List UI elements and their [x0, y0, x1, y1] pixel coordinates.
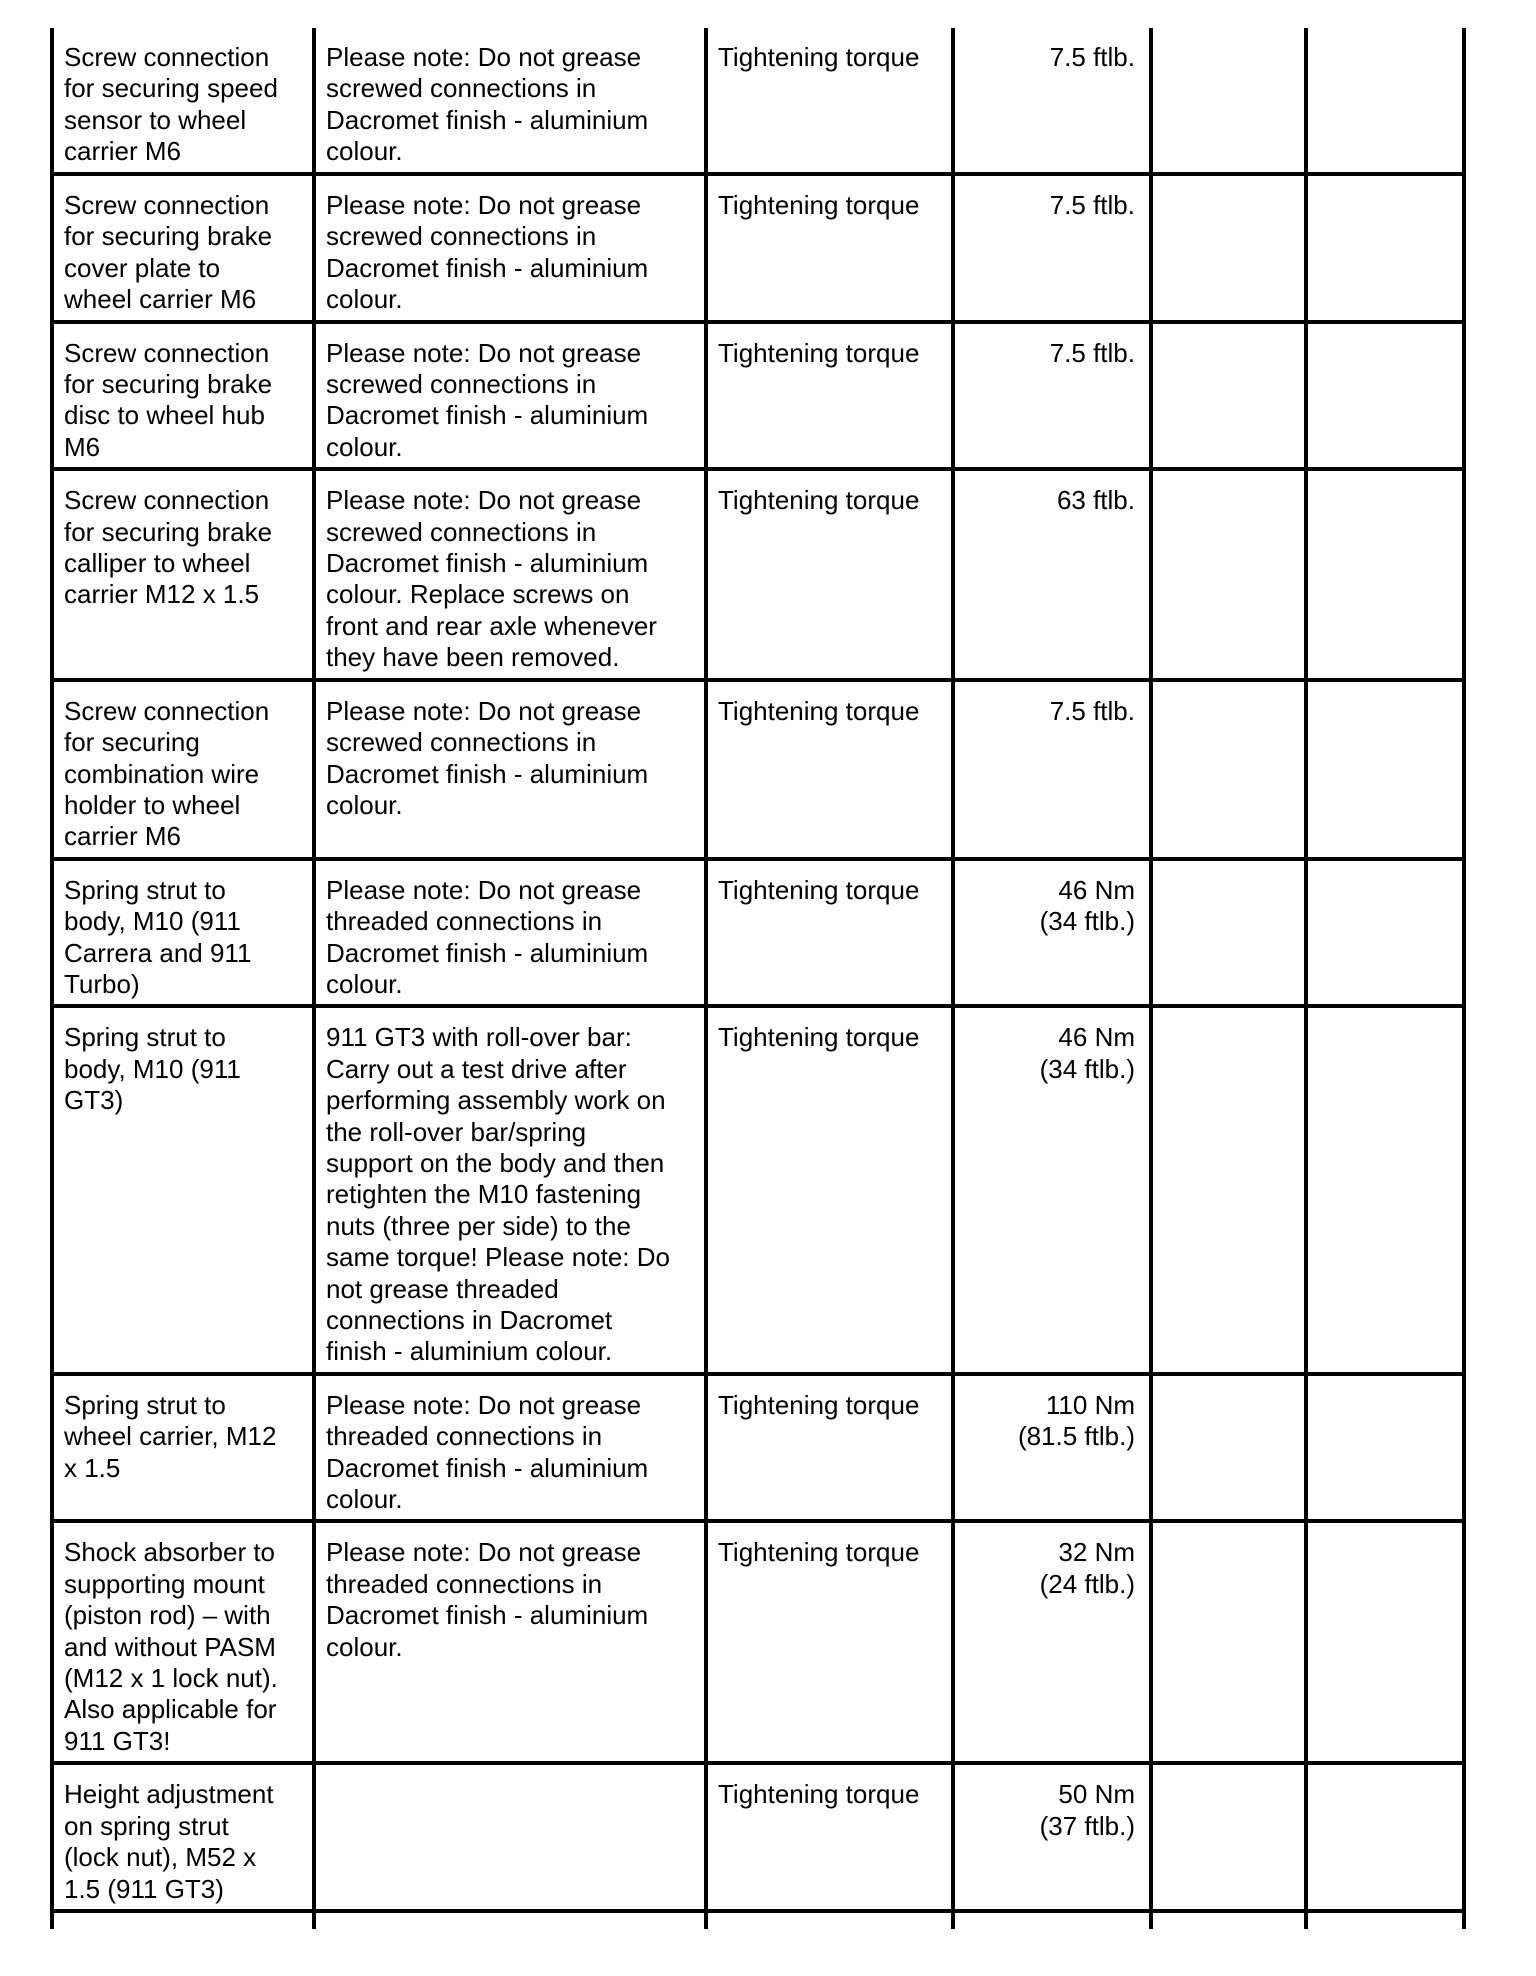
empty-cell [1306, 28, 1464, 174]
empty-cell [953, 1911, 1151, 1929]
table-row [52, 1521, 1464, 1763]
empty-cell [314, 1911, 706, 1929]
note-cell: Please note: Do not grease screwed connections in Dacromet finish - aluminium colour. [314, 680, 706, 859]
empty-cell [1151, 174, 1306, 322]
value-cell: 32 Nm (24 ftlb.) [953, 1521, 1151, 1763]
empty-cell [1151, 1911, 1306, 1929]
component-cell: Screw connection for securing speed sensor to wheel carrier M6 [52, 28, 314, 174]
table-row [52, 1374, 1464, 1522]
note-cell: Please note: Do not grease threaded connections in Dacromet finish - aluminium colour. [314, 1374, 706, 1522]
torque-specification-table [50, 28, 1466, 1929]
note-cell [314, 1763, 706, 1911]
empty-cell [1306, 1763, 1464, 1911]
value-cell: 46 Nm (34 ftlb.) [953, 1006, 1151, 1373]
note-cell: Please note: Do not grease screwed connections in Dacromet finish - aluminium colour. Replace screws on front and rear axle whenever they have been removed. [314, 469, 706, 679]
empty-cell [1306, 1374, 1464, 1522]
empty-cell [1151, 469, 1306, 679]
empty-cell [1306, 680, 1464, 859]
empty-cell [1151, 680, 1306, 859]
value-cell: 7.5 ftlb. [953, 28, 1151, 174]
table-row [52, 28, 1464, 174]
value-cell: 7.5 ftlb. [953, 322, 1151, 470]
value-cell: 110 Nm (81.5 ftlb.) [953, 1374, 1151, 1522]
empty-cell [1151, 1006, 1306, 1373]
component-cell: Spring strut to body, M10 (911 Carrera and 911 Turbo) [52, 859, 314, 1007]
type-cell: Tightening torque [706, 28, 953, 174]
empty-cell [1151, 1763, 1306, 1911]
table-body [52, 28, 1464, 1929]
empty-cell [1306, 1911, 1464, 1929]
table-row [52, 1763, 1464, 1911]
type-cell: Tightening torque [706, 1521, 953, 1763]
table-row [52, 322, 1464, 470]
value-cell: 46 Nm (34 ftlb.) [953, 859, 1151, 1007]
type-cell: Tightening torque [706, 1006, 953, 1373]
value-cell: 7.5 ftlb. [953, 174, 1151, 322]
note-cell: Please note: Do not grease threaded connections in Dacromet finish - aluminium colour. [314, 1521, 706, 1763]
empty-cell [1306, 174, 1464, 322]
empty-cell [706, 1911, 953, 1929]
type-cell: Tightening torque [706, 1374, 953, 1522]
type-cell: Tightening torque [706, 859, 953, 1007]
component-cell: Screw connection for securing brake cover plate to wheel carrier M6 [52, 174, 314, 322]
note-cell: Please note: Do not grease screwed connections in Dacromet finish - aluminium colour. [314, 28, 706, 174]
empty-cell [1151, 1374, 1306, 1522]
note-cell: Please note: Do not grease screwed connections in Dacromet finish - aluminium colour. [314, 322, 706, 470]
torque-specification-page [50, 28, 1462, 1929]
type-cell: Tightening torque [706, 322, 953, 470]
component-cell: Spring strut to body, M10 (911 GT3) [52, 1006, 314, 1373]
empty-cell [52, 1911, 314, 1929]
empty-cell [1151, 1521, 1306, 1763]
type-cell: Tightening torque [706, 174, 953, 322]
note-cell: Please note: Do not grease screwed connections in Dacromet finish - aluminium colour. [314, 174, 706, 322]
table-row [52, 859, 1464, 1007]
table-continuation-row [52, 1911, 1464, 1929]
empty-cell [1306, 1521, 1464, 1763]
table-row [52, 469, 1464, 679]
note-cell: Please note: Do not grease threaded connections in Dacromet finish - aluminium colour. [314, 859, 706, 1007]
component-cell: Screw connection for securing combination wire holder to wheel carrier M6 [52, 680, 314, 859]
type-cell: Tightening torque [706, 469, 953, 679]
table-row [52, 680, 1464, 859]
empty-cell [1151, 28, 1306, 174]
type-cell: Tightening torque [706, 680, 953, 859]
empty-cell [1151, 859, 1306, 1007]
component-cell: Screw connection for securing brake calliper to wheel carrier M12 x 1.5 [52, 469, 314, 679]
value-cell: 63 ftlb. [953, 469, 1151, 679]
component-cell: Height adjustment on spring strut (lock nut), M52 x 1.5 (911 GT3) [52, 1763, 314, 1911]
empty-cell [1306, 322, 1464, 470]
value-cell: 50 Nm (37 ftlb.) [953, 1763, 1151, 1911]
empty-cell [1306, 859, 1464, 1007]
note-cell: 911 GT3 with roll-over bar: Carry out a test drive after performing assembly work on the roll-over bar/spring support on the body and then retighten the M10 fastening nuts (three per side) to the same torque! Please note: Do not grease threaded connections in Dacromet finish - aluminium colour. [314, 1006, 706, 1373]
component-cell: Screw connection for securing brake disc to wheel hub M6 [52, 322, 314, 470]
empty-cell [1306, 469, 1464, 679]
component-cell: Shock absorber to supporting mount (piston rod) – with and without PASM (M12 x 1 lock nut). Also applicable for 911 GT3! [52, 1521, 314, 1763]
type-cell: Tightening torque [706, 1763, 953, 1911]
empty-cell [1151, 322, 1306, 470]
value-cell: 7.5 ftlb. [953, 680, 1151, 859]
empty-cell [1306, 1006, 1464, 1373]
table-row [52, 1006, 1464, 1373]
table-row [52, 174, 1464, 322]
component-cell: Spring strut to wheel carrier, M12 x 1.5 [52, 1374, 314, 1522]
